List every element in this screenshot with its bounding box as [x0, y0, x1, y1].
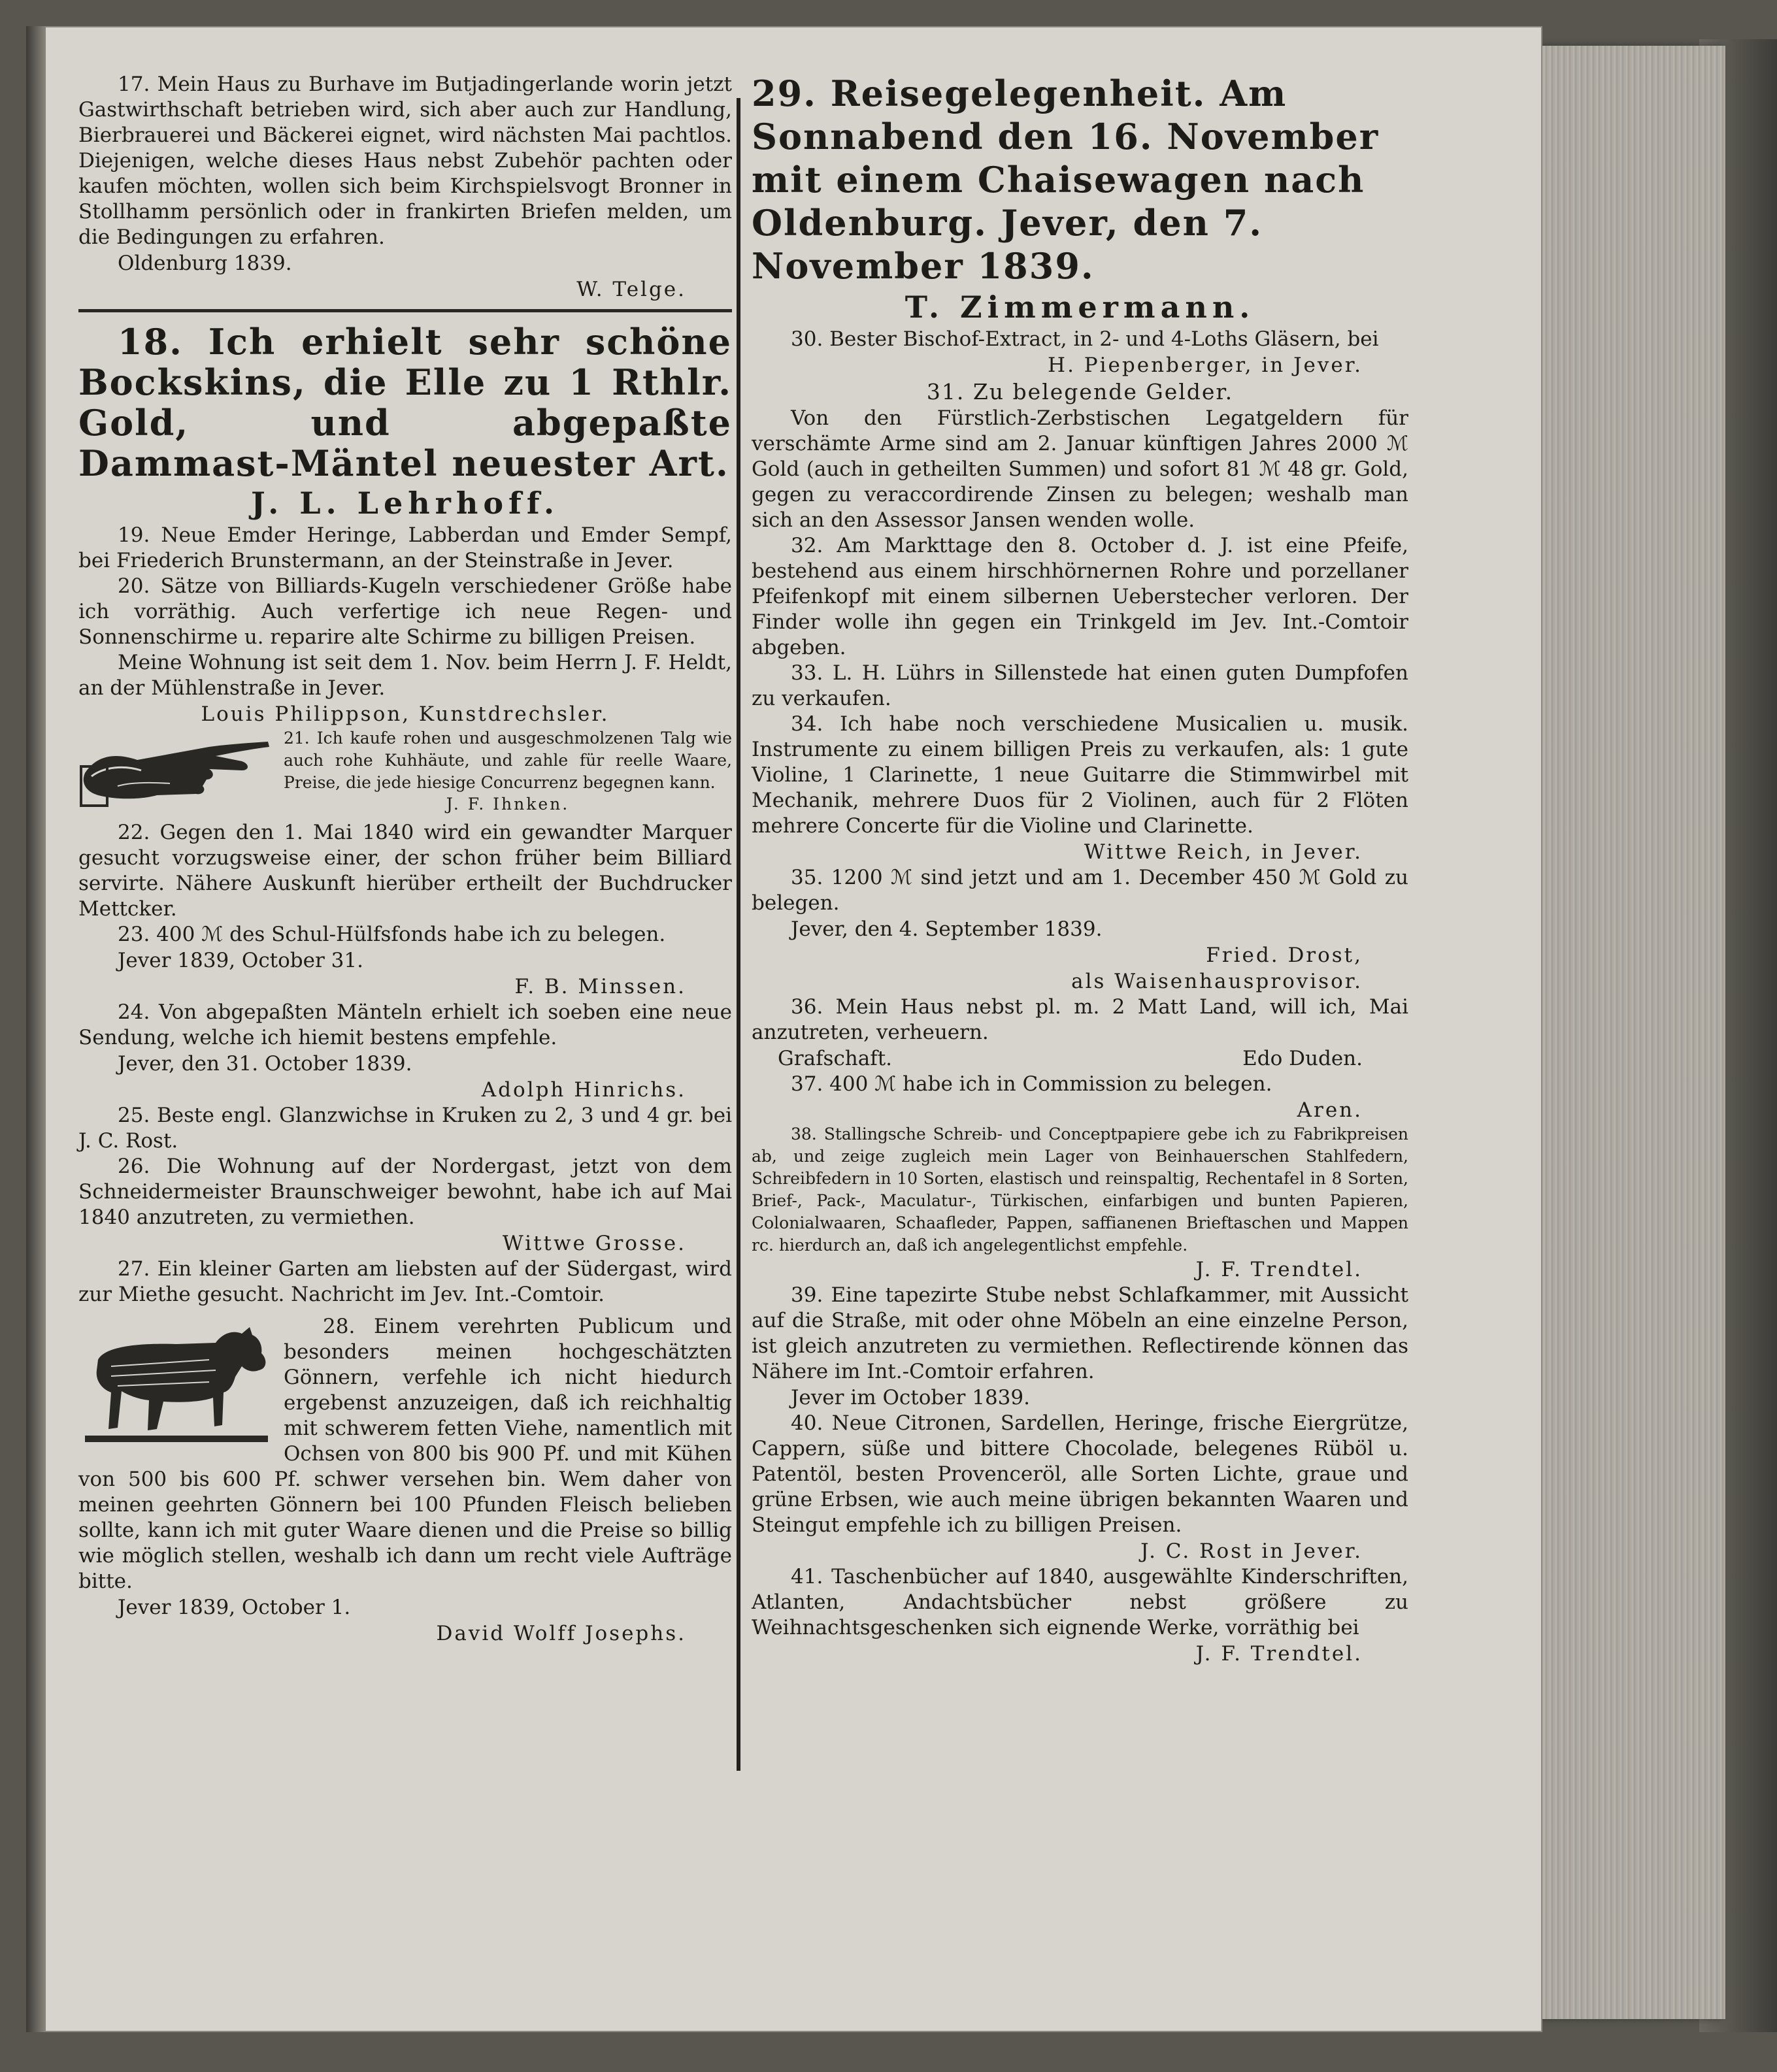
advert-22-text: 22. Gegen den 1. Mai 1840 wird ein gewandter Marquer gesucht vorzugsweise einer, der schon früher beim Billiard servirte. Nähere Auskunft hierüber ertheilt der Buchdrucker Mettcker.	[78, 821, 732, 921]
advert-26-signature: Wittwe Grosse.	[502, 1232, 686, 1255]
advert-34-text: 34. Ich habe noch verschiedene Musicalien u. musik. Instrumente zu einem billigen Preis zu verkaufen, als: 1 gute Violine, 1 Clarinette, 1 neue Guitarre die Stimmwirbel mit Mechanik, mehrere Duos für 2 Violinen, auch für 2 Flöten mehrere Concerte für die Violine und Clarinette.	[752, 712, 1408, 838]
advert-17-place: Oldenburg 1839.	[118, 252, 292, 275]
advert-26	[78, 1154, 732, 1257]
advert-23-place: Jever 1839, October 31.	[118, 949, 363, 972]
page-gutter	[26, 26, 46, 2032]
advert-21-text: 21. Ich kaufe rohen und ausgeschmolzenen Talg wie auch rohe Kuhhäute, und zahle für reelle Waare, Preise, die jede hiesige Concurrenz begegnen kann.	[284, 729, 732, 792]
advert-27-text: 27. Ein kleiner Garten am liebsten auf der Südergast, wird zur Miethe gesucht. Nachricht im Jev. Int.-Comtoir.	[78, 1257, 732, 1306]
ox-woodcut-icon	[78, 1314, 274, 1458]
advert-31	[752, 378, 1408, 533]
advert-39	[752, 1283, 1408, 1411]
advert-25	[78, 1103, 732, 1154]
advert-24-signature: Adolph Hinrichs.	[481, 1078, 686, 1102]
separator-rule	[78, 309, 732, 312]
advert-40-text: 40. Neue Citronen, Sardellen, Heringe, frische Eiergrütze, Cappern, süße und bittere Chocolade, belegenes Rüböl u. Patentöl, besten Provenceröl, alle Sorten Lichte, graue und grüne Erbsen, wie auch meine übrigen bekannten Waaren und Steingut empfehle ich zu billigen Preisen.	[752, 1411, 1408, 1537]
advert-29-text: 29. Reisegelegenheit. Am Sonnabend den 16. November mit einem Chaisewagen nach Oldenburg. Jever, den 7. November 1839.	[752, 73, 1380, 287]
advert-23	[78, 922, 732, 1000]
advert-35	[752, 865, 1408, 995]
advert-41	[752, 1564, 1408, 1667]
advert-32-text: 32. Am Markttage den 8. October d. J. ist eine Pfeife, bestehend aus einem hirschhörnernen Rohre und porzellaner Pfeifenkopf mit einem silbernen Ueberstecher verloren. Der Finder wolle ihn gegen ein Trinkgeld im Jev. Int.-Comtoir abgeben.	[752, 534, 1408, 659]
advert-31-title: 31. Zu belegende Gelder.	[926, 379, 1234, 404]
advert-30	[752, 327, 1408, 378]
advert-23-text: 23. 400 ℳ des Schul-Hülfsfonds habe ich zu belegen.	[118, 923, 666, 946]
advert-37-text: 37. 400 ℳ habe ich in Commission zu belegen.	[791, 1072, 1272, 1096]
advert-34	[752, 712, 1408, 865]
column-divider	[737, 98, 740, 1771]
advert-40-signature: J. C. Rost in Jever.	[1140, 1539, 1363, 1563]
right-column	[752, 72, 1408, 1667]
advert-19	[78, 523, 732, 574]
advert-28-signature: David Wolff Josephs.	[436, 1622, 686, 1645]
advert-28-text: 28. Einem verehrten Publicum und besonders meinen hochgeschätzten Gönnern, verfehle ich nicht hiedurch ergebenst anzuzeigen, daß ich reichhaltig mit schwerem fetten Viehe, namentlich mit Ochsen von 800 bis 900 Pf. und mit Kühen von 500 bis 600 Pf. schwer versehen bin. Wem daher von meinen geehrten Gönnern bei 100 Pfunden Fleisch belieben sollte, kann ich mit guter Waare dienen und die Preise so billig wie möglich stellen, weshalb ich dann um recht viele Aufträge bitte.	[78, 1315, 732, 1593]
advert-28	[78, 1314, 732, 1647]
advert-20	[78, 574, 732, 727]
advert-34-signature: Wittwe Reich, in Jever.	[1084, 840, 1363, 864]
advert-26-text: 26. Die Wohnung auf der Nordergast, jetzt von dem Schneidermeister Braunschweiger bewohnt, habe ich auf Mai 1840 anzutreten, zu vermiethen.	[78, 1155, 732, 1229]
advert-17-signature: W. Telge.	[576, 278, 686, 301]
advert-39-text: 39. Eine tapezirte Stube nebst Schlafkammer, mit Aussicht auf die Straße, mit oder ohne Möbeln an eine einzelne Person, ist gleich anzutreten zu vermiethen. Reflectirende können das Nähere im Int.-Comtoir erfahren.	[752, 1283, 1408, 1383]
advert-17-text: 17. Mein Haus zu Burhave im Butjadingerlande worin jetzt Gastwirthschaft betrieben wird, sich aber auch zur Handlung, Bierbrauerei und Bäckerei eignet, wird nächsten Mai pachtlos. Diejenigen, welche dieses Haus nebst Zubehör pachten oder kaufen möchten, wollen sich beim Kirchspielsvogt Bronner in Stollhamm persönlich oder in frankirten Briefen melden, um die Bedingungen zu erfahren.	[78, 73, 732, 249]
advert-22	[78, 820, 732, 922]
advert-37	[752, 1072, 1408, 1123]
advert-18-signature: J. L. Lehrhoff.	[251, 485, 559, 521]
advert-33	[752, 661, 1408, 712]
advert-41-text: 41. Taschenbücher auf 1840, ausgewählte Kinderschriften, Atlanten, Andachtsbücher nebst größere zu Weihnachtsgeschenken sich eignende Werke, vorräthig bei	[752, 1565, 1408, 1639]
advert-35-signature2: als Waisenhausprovisor.	[1071, 970, 1363, 993]
advert-31-text: Von den Fürstlich-Zerbstischen Legatgeldern für verschämte Arme sind am 2. Januar künftigen Jahres 2000 ℳ Gold (auch in getheilten Summen) und sofort 81 ℳ 48 gr. Gold, gegen zu veraccordirende Zinsen zu belegen; weshalb man sich an den Assessor Jansen wenden wolle.	[752, 406, 1408, 532]
advert-21-body	[284, 727, 732, 815]
pointing-hand-icon	[78, 727, 274, 812]
advert-20-text2: Meine Wohnung ist seit dem 1. Nov. beim Herrn J. F. Heldt, an der Mühlenstraße in Jever.	[78, 651, 732, 700]
left-column	[78, 72, 732, 1647]
advert-40	[752, 1411, 1408, 1564]
advert-25-text: 25. Beste engl. Glanzwichse in Kruken zu 2, 3 und 4 gr. bei J. C. Rost.	[78, 1104, 732, 1153]
advert-41-signature: J. F. Trendtel.	[1195, 1642, 1363, 1666]
book-fore-edge	[1542, 46, 1725, 2019]
advert-20-signature: Louis Philippson, Kunstdrechsler.	[201, 702, 610, 726]
advert-37-signature: Aren.	[1297, 1098, 1363, 1122]
advert-27	[78, 1257, 732, 1307]
advert-36-footer	[752, 1045, 1408, 1072]
advert-24-place: Jever, den 31. October 1839.	[118, 1052, 412, 1076]
advert-38-text: 38. Stallingsche Schreib- und Conceptpapiere gebe ich zu Fabrikpreisen ab, und zeige zugleich mein Lager von Beinhauerschen Stahlfedern, Schreibfedern in 10 Sorten, elastisch und reinspaltig, Rechentafel in 8 Sorten, Brief-, Pack-, Maculatur-, Türkischen, einfarbigen und bunten Papieren, Colonialwaaren, Schaafleder, Pappen, saffianenen Brieftaschen und Mappen rc. hierdurch an, daß ich angelegentlichst empfehle.	[752, 1125, 1408, 1255]
advert-36-signature: Edo Duden.	[1242, 1047, 1363, 1070]
advert-38	[752, 1123, 1408, 1283]
advert-23-signature: F. B. Minssen.	[514, 975, 686, 998]
advert-32	[752, 533, 1408, 661]
advert-33-text: 33. L. H. Lührs in Sillenstede hat einen guten Dumpfofen zu verkaufen.	[752, 661, 1408, 710]
advert-20-text: 20. Sätze von Billiards-Kugeln verschiedener Größe habe ich vorräthig. Auch verfertige ich neue Regen- und Sonnenschirme u. reparire alte Schirme zu billigen Preisen.	[78, 574, 732, 649]
advert-36-text: 36. Mein Haus nebst pl. m. 2 Matt Land, will ich, Mai anzutreten, verheuern.	[752, 995, 1408, 1044]
advert-30-text: 30. Bester Bischof-Extract, in 2- und 4-Loths Gläsern, bei	[791, 327, 1379, 351]
advert-18	[78, 321, 732, 523]
advert-35-place: Jever, den 4. September 1839.	[791, 917, 1103, 941]
advert-38-signature: J. F. Trendtel.	[1195, 1258, 1363, 1281]
advert-28-place: Jever 1839, October 1.	[118, 1596, 351, 1619]
advert-21	[78, 727, 732, 815]
advert-30-signature: H. Piepenberger, in Jever.	[1048, 354, 1363, 377]
advert-17	[78, 72, 732, 303]
advert-29-signature: T. Zimmermann.	[905, 289, 1255, 325]
advert-24	[78, 1000, 732, 1103]
advert-36-place: Grafschaft.	[778, 1047, 893, 1070]
advert-21-signature: J. F. Ihnken.	[446, 795, 570, 814]
advert-19-text: 19. Neue Emder Heringe, Labberdan und Emder Sempf, bei Friederich Brunstermann, an der Steinstraße in Jever.	[78, 523, 732, 572]
advert-35-text: 35. 1200 ℳ sind jetzt und am 1. December 450 ℳ Gold zu belegen.	[752, 866, 1408, 915]
advert-18-text: 18. Ich erhielt sehr schöne Bockskins, die Elle zu 1 Rthlr. Gold, und abgepaßte Dammast-Mäntel neuester Art.	[78, 321, 732, 484]
advert-35-signature: Fried. Drost,	[1206, 944, 1363, 967]
advert-36	[752, 995, 1408, 1072]
advert-24-text: 24. Von abgepaßten Mänteln erhielt ich soeben eine neue Sendung, welche ich hiemit bestens empfehle.	[78, 1000, 732, 1049]
advert-29	[752, 72, 1408, 327]
advert-39-place: Jever im October 1839.	[791, 1386, 1030, 1409]
